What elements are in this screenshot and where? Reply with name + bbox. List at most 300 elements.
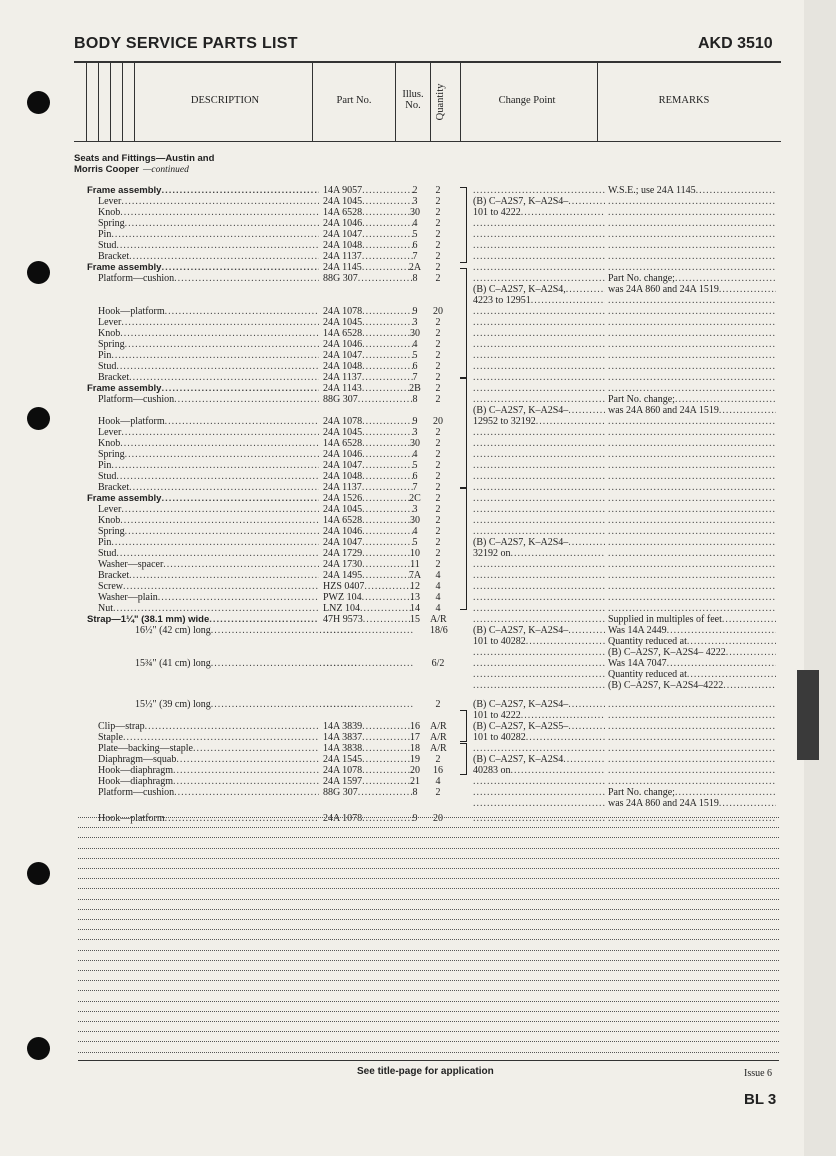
row-part-no: 24A 1048 ..... (323, 471, 413, 482)
row-description: Frame assembly ..... (87, 185, 319, 196)
row-quantity: 2 (435, 548, 441, 559)
row-change-point (473, 471, 605, 482)
row-remarks (608, 526, 776, 537)
row-change-point (473, 570, 605, 581)
row-quantity: A/R (430, 614, 447, 625)
row-quantity: 2 (435, 394, 441, 405)
row-illus-no: 8 (412, 787, 418, 798)
row-quantity: 2 (435, 438, 441, 449)
row-description: Spring ..... (98, 526, 319, 537)
row-remarks (608, 427, 776, 438)
row-quantity: 6/2 (431, 658, 445, 669)
blank-line (78, 867, 779, 869)
table-row (0, 438, 836, 449)
table-row (0, 427, 836, 438)
row-remarks: was 24A 860 and 24A 1519 ..... (608, 284, 776, 295)
table-row (0, 680, 836, 691)
row-description: Stud ..... (98, 548, 319, 559)
row-illus-no: 6 (412, 361, 418, 372)
row-description: Screw ..... (98, 581, 319, 592)
row-remarks: Supplied in multiples of feet ..... (608, 614, 776, 625)
row-remarks (608, 196, 776, 207)
row-illus-no: 19 (410, 754, 420, 765)
row-change-point: 40283 on ..... (473, 765, 605, 776)
row-quantity: A/R (430, 743, 447, 754)
col-divider (395, 63, 396, 141)
row-change-point: 101 to 4222 ..... (473, 207, 605, 218)
row-description: Diaphragm—squab ..... (98, 754, 319, 765)
row-change-point: (B) C–A2S7, K–A2S4– ..... (473, 537, 605, 548)
row-remarks (608, 295, 776, 306)
row-remarks (608, 537, 776, 548)
row-remarks (608, 416, 776, 427)
table-row (0, 658, 836, 669)
row-part-no: 24A 1048 ..... (323, 240, 413, 251)
row-description: Lever ..... (98, 504, 319, 515)
row-illus-no: 30 (410, 438, 420, 449)
row-remarks: was 24A 860 and 24A 1519 ..... (608, 405, 776, 416)
table-row (0, 196, 836, 207)
blank-line (78, 1040, 779, 1042)
table-row (0, 625, 836, 636)
blank-line (78, 918, 779, 920)
row-remarks: was 24A 860 and 24A 1519 ..... (608, 798, 776, 809)
row-illus-no: 10 (410, 548, 420, 559)
row-change-point (473, 592, 605, 603)
table-row (0, 515, 836, 526)
table-row (0, 787, 836, 798)
row-description: Bracket ..... (98, 570, 319, 581)
row-part-no: 14A 6528 ..... (323, 328, 413, 339)
table-row (0, 482, 836, 493)
row-part-no: 47H 9573 ..... (323, 614, 413, 625)
table-row (0, 754, 836, 765)
row-part-no: 88G 307 ..... (323, 787, 413, 798)
row-quantity: 2 (435, 383, 441, 394)
row-illus-no: 4 (412, 526, 418, 537)
row-description: Knob ..... (98, 328, 319, 339)
group-bracket (460, 743, 467, 775)
row-quantity: 2 (435, 207, 441, 218)
punch-hole (27, 1037, 50, 1060)
row-illus-no: 4 (412, 339, 418, 350)
row-change-point (473, 603, 605, 614)
row-quantity: 2 (435, 471, 441, 482)
row-illus-no: 3 (412, 427, 418, 438)
row-part-no: 24A 1047 ..... (323, 229, 413, 240)
blank-line (78, 1010, 779, 1012)
col-divider (98, 63, 99, 141)
row-description: Bracket ..... (98, 482, 319, 493)
blank-line (78, 857, 779, 859)
row-description: Platform—cushion ..... (98, 394, 319, 405)
row-remarks (608, 493, 776, 504)
table-row (0, 504, 836, 515)
row-remarks (608, 754, 776, 765)
row-illus-no: 30 (410, 515, 420, 526)
footer-note: See title-page for application (357, 1066, 494, 1077)
row-change-point (473, 614, 605, 625)
row-remarks (608, 559, 776, 570)
row-change-point: 101 to 40282 ..... (473, 636, 605, 647)
row-description: Plate—backing—staple ..... (98, 743, 319, 754)
row-description: Staple ..... (98, 732, 319, 743)
row-part-no: 24A 1078 ..... (323, 765, 413, 776)
section-subtitle-text: Morris Cooper (74, 164, 139, 175)
row-description: Clip—strap ..... (98, 721, 319, 732)
table-row (0, 471, 836, 482)
table-row (0, 460, 836, 471)
row-remarks (608, 592, 776, 603)
row-quantity: 2 (435, 328, 441, 339)
row-remarks: Part No. change; ..... (608, 394, 776, 405)
table-row (0, 405, 836, 416)
row-description: Pin ..... (98, 350, 319, 361)
table-row (0, 647, 836, 658)
row-description: Pin ..... (98, 537, 319, 548)
table-row (0, 295, 836, 306)
row-quantity: 2 (435, 273, 441, 284)
table-row (0, 776, 836, 787)
row-part-no: 24A 1045 ..... (323, 427, 413, 438)
row-change-point (473, 559, 605, 570)
row-quantity: 18/6 (430, 625, 448, 636)
section-title: Seats and Fittings—Austin and (74, 153, 215, 164)
row-illus-no: 6 (412, 471, 418, 482)
row-description: Knob ..... (98, 515, 319, 526)
punch-hole (27, 862, 50, 885)
row-illus-no: 7 (412, 372, 418, 383)
row-remarks (608, 262, 776, 273)
header-top-rule (74, 61, 781, 63)
table-row (0, 743, 836, 754)
row-quantity: 4 (435, 570, 441, 581)
blank-line (78, 979, 779, 981)
row-remarks: Quantity reduced at ..... (608, 636, 776, 647)
group-bracket (460, 187, 467, 263)
blank-line (78, 1051, 779, 1053)
row-change-point (473, 372, 605, 383)
row-part-no: 24A 1137 ..... (323, 251, 413, 262)
row-part-no: 14A 6528 ..... (323, 207, 413, 218)
row-change-point: 4223 to 12951 ..... (473, 295, 605, 306)
row-quantity: 4 (435, 603, 441, 614)
row-remarks (608, 339, 776, 350)
table-row (0, 603, 836, 614)
row-illus-no: 6 (412, 240, 418, 251)
group-bracket (460, 268, 467, 378)
row-part-no: LNZ 104 ..... (323, 603, 413, 614)
row-change-point (473, 526, 605, 537)
row-description: Strap—1¼" (38.1 mm) wide ..... (87, 614, 319, 625)
row-change-point: (B) C–A2S7, K–A2S5– ..... (473, 721, 605, 732)
row-change-point (473, 350, 605, 361)
row-illus-no: 2B (409, 383, 421, 394)
row-part-no: 24A 1729 ..... (323, 548, 413, 559)
row-quantity: 2 (435, 515, 441, 526)
row-remarks (608, 460, 776, 471)
row-quantity: 2 (435, 185, 441, 196)
col-divider (460, 63, 461, 141)
blank-line (78, 877, 779, 879)
row-change-point (473, 581, 605, 592)
row-remarks (608, 350, 776, 361)
row-part-no: 24A 1048 ..... (323, 361, 413, 372)
blank-line (78, 969, 779, 971)
row-illus-no: 13 (410, 592, 420, 603)
row-quantity: 2 (435, 787, 441, 798)
row-remarks (608, 361, 776, 372)
row-change-point: (B) C–A2S7, K–A2S4– ..... (473, 196, 605, 207)
row-illus-no: 8 (412, 394, 418, 405)
col-divider (134, 63, 135, 141)
row-remarks (608, 765, 776, 776)
row-description: 15½" (39 cm) long ..... (135, 699, 356, 710)
table-row (0, 383, 836, 394)
table-row (0, 372, 836, 383)
row-change-point (473, 680, 605, 691)
table-row (0, 306, 836, 317)
row-remarks: Part No. change; ..... (608, 787, 776, 798)
row-change-point: 101 to 40282 ..... (473, 732, 605, 743)
row-remarks: (B) C–A2S7, K–A2S4–4222 ..... (608, 680, 776, 691)
row-change-point (473, 493, 605, 504)
row-part-no: 88G 307 ..... (323, 273, 413, 284)
row-remarks: Was 14A 7047 ..... (608, 658, 776, 669)
row-remarks (608, 438, 776, 449)
row-remarks (608, 570, 776, 581)
table-row (0, 548, 836, 559)
table-row (0, 636, 836, 647)
row-remarks (608, 721, 776, 732)
row-change-point (473, 339, 605, 350)
row-remarks (608, 710, 776, 721)
table-row (0, 317, 836, 328)
row-quantity: 2 (435, 317, 441, 328)
column-header-quantity: Quantity (435, 83, 446, 121)
row-quantity: 2 (435, 372, 441, 383)
row-description: Bracket ..... (98, 251, 319, 262)
blank-line (78, 959, 779, 961)
row-description: Washer—plain ..... (98, 592, 319, 603)
row-quantity: 2 (435, 449, 441, 460)
row-illus-no: 3 (412, 317, 418, 328)
row-part-no (323, 625, 413, 636)
row-change-point (473, 427, 605, 438)
row-illus-no: 2A (408, 262, 422, 273)
blank-line (78, 908, 779, 910)
section-subtitle (74, 164, 189, 176)
row-quantity: 2 (435, 251, 441, 262)
blank-line (78, 826, 779, 828)
row-remarks (608, 732, 776, 743)
row-illus-no: 2C (409, 493, 421, 504)
row-description: Pin ..... (98, 460, 319, 471)
row-quantity: 2 (435, 427, 441, 438)
row-illus-no: 2 (412, 185, 418, 196)
row-remarks (608, 743, 776, 754)
table-row (0, 262, 836, 273)
row-change-point: 12952 to 32192 ..... (473, 416, 605, 427)
row-quantity: 2 (435, 699, 441, 710)
row-remarks (608, 218, 776, 229)
row-change-point (473, 328, 605, 339)
row-part-no: 24A 1495 ..... (323, 570, 413, 581)
row-remarks (608, 548, 776, 559)
row-part-no: 24A 1045 ..... (323, 196, 413, 207)
row-part-no: 24A 1045 ..... (323, 317, 413, 328)
row-description: Nut ..... (98, 603, 319, 614)
row-remarks (608, 504, 776, 515)
row-remarks (608, 240, 776, 251)
row-quantity: 4 (435, 592, 441, 603)
row-remarks: Part No. change; ..... (608, 273, 776, 284)
row-illus-no: 11 (410, 559, 420, 570)
row-change-point (473, 776, 605, 787)
row-illus-no: 4 (412, 218, 418, 229)
row-part-no: 24A 1545 ..... (323, 754, 413, 765)
group-bracket (460, 378, 467, 488)
table-row (0, 207, 836, 218)
row-quantity: 2 (435, 339, 441, 350)
row-illus-no: 9 (412, 813, 418, 824)
row-remarks (608, 229, 776, 240)
row-part-no: 24A 1046 ..... (323, 339, 413, 350)
row-remarks (608, 383, 776, 394)
table-row (0, 669, 836, 680)
column-header-change-point: Change Point (498, 95, 556, 106)
row-change-point (473, 394, 605, 405)
row-description: Spring ..... (98, 449, 319, 460)
row-part-no: 24A 1145 ..... (323, 262, 413, 273)
row-description: Lever ..... (98, 196, 319, 207)
row-quantity: 2 (435, 196, 441, 207)
table-row (0, 721, 836, 732)
row-illus-no: 18 (410, 743, 420, 754)
row-part-no: 24A 1078 ..... (323, 306, 413, 317)
row-change-point (473, 449, 605, 460)
row-remarks (608, 581, 776, 592)
row-illus-no: 16 (410, 721, 420, 732)
row-part-no: HZS 0407 ..... (323, 581, 413, 592)
row-quantity: 4 (435, 581, 441, 592)
row-quantity: 2 (435, 526, 441, 537)
row-quantity: 2 (435, 240, 441, 251)
blank-line (78, 989, 779, 991)
row-change-point (473, 185, 605, 196)
row-change-point (473, 787, 605, 798)
blank-line (78, 847, 779, 849)
table-row (0, 581, 836, 592)
table-row (0, 416, 836, 427)
blank-line (78, 1000, 779, 1002)
table-row (0, 273, 836, 284)
col-divider (110, 63, 111, 141)
group-bracket (460, 488, 467, 610)
row-change-point (473, 438, 605, 449)
row-change-point (473, 482, 605, 493)
row-part-no: 24A 1046 ..... (323, 526, 413, 537)
col-divider (86, 63, 87, 141)
row-change-point (473, 361, 605, 372)
row-description: Stud ..... (98, 471, 319, 482)
row-quantity: 4 (435, 776, 441, 787)
row-illus-no: 9 (412, 306, 418, 317)
row-remarks (608, 449, 776, 460)
blank-line (78, 949, 779, 951)
row-change-point (473, 798, 605, 809)
col-divider (122, 63, 123, 141)
row-description: Hook—diaphragm ..... (98, 776, 319, 787)
row-part-no: 14A 6528 ..... (323, 438, 413, 449)
row-illus-no: 7A (408, 570, 422, 581)
row-change-point (473, 669, 605, 680)
table-row (0, 699, 836, 710)
row-change-point (473, 658, 605, 669)
row-description: Lever ..... (98, 427, 319, 438)
table-row (0, 570, 836, 581)
row-description: Knob ..... (98, 207, 319, 218)
row-remarks (608, 207, 776, 218)
row-illus-no: 4 (412, 449, 418, 460)
row-illus-no: 7 (412, 482, 418, 493)
row-remarks (608, 317, 776, 328)
row-quantity: 2 (435, 218, 441, 229)
column-header-description: DESCRIPTION (190, 95, 260, 106)
section-continued: —continued (142, 165, 189, 175)
blank-line (78, 1030, 779, 1032)
row-part-no: 24A 1047 ..... (323, 460, 413, 471)
table-row (0, 251, 836, 262)
table-row (0, 328, 836, 339)
table-row (0, 339, 836, 350)
table-row (0, 284, 836, 295)
row-change-point (473, 504, 605, 515)
row-part-no: 14A 3839 ..... (323, 721, 413, 732)
row-part-no: 14A 3837 ..... (323, 732, 413, 743)
blank-line (78, 887, 779, 889)
blank-line (78, 816, 779, 818)
row-part-no: 14A 3838 ..... (323, 743, 413, 754)
row-description: Hook—platform ..... (98, 306, 319, 317)
row-description: Hook—diaphragm ..... (98, 765, 319, 776)
row-remarks: (B) C–A2S7, K–A2S4– 4222 ..... (608, 647, 776, 658)
row-illus-no: 12 (410, 581, 420, 592)
row-quantity: A/R (430, 732, 447, 743)
row-part-no: 14A 6528 ..... (323, 515, 413, 526)
row-change-point: 101 to 4222 ..... (473, 710, 605, 721)
row-change-point (473, 240, 605, 251)
row-remarks (608, 306, 776, 317)
table-row (0, 218, 836, 229)
row-description: 15¾" (41 cm) long ..... (135, 658, 356, 669)
group-bracket (460, 710, 467, 742)
row-description: Frame assembly ..... (87, 383, 319, 394)
row-quantity: A/R (430, 721, 447, 732)
row-remarks (608, 251, 776, 262)
row-description: Stud ..... (98, 240, 319, 251)
row-description: Lever ..... (98, 317, 319, 328)
row-change-point (473, 251, 605, 262)
blank-line (78, 836, 779, 838)
row-quantity: 20 (433, 416, 443, 427)
page-number: BL 3 (744, 1091, 777, 1108)
row-illus-no: 15 (410, 614, 420, 625)
table-row (0, 449, 836, 460)
row-change-point: (B) C–A2S7, K–A2S4, ..... (473, 284, 605, 295)
row-remarks (608, 328, 776, 339)
row-remarks: W.S.E.; use 24A 1145 ..... (608, 185, 776, 196)
